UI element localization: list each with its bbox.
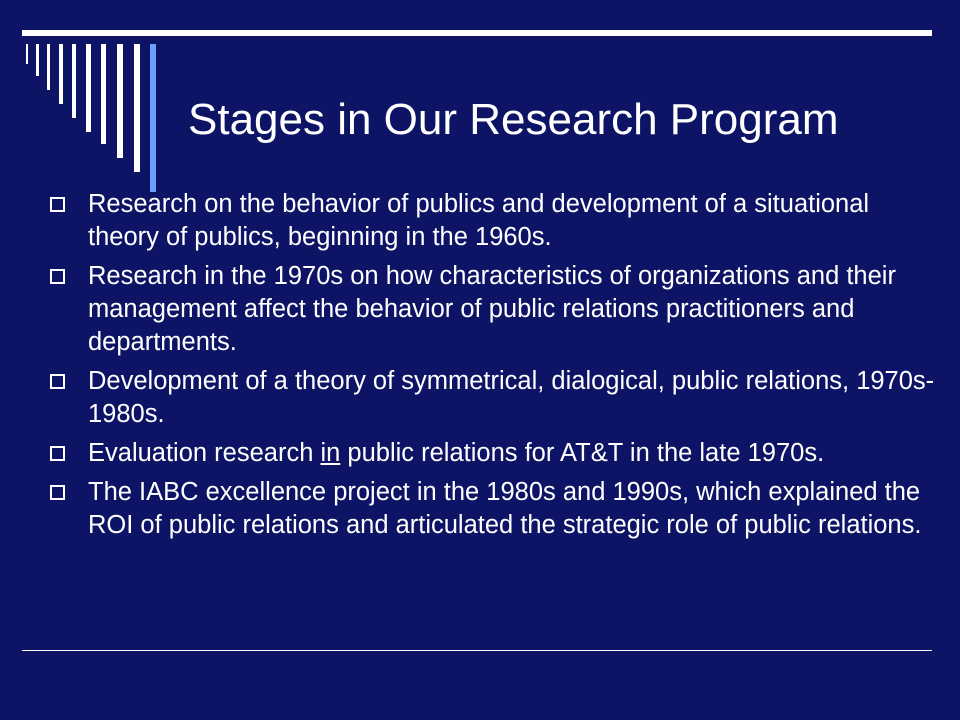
top-rule [22, 30, 932, 36]
stripe [72, 44, 76, 118]
stripe [59, 44, 63, 104]
bullet-item [48, 476, 938, 542]
stripe [101, 44, 106, 144]
bullet-list [48, 188, 938, 548]
hollow-square-icon [50, 485, 65, 500]
hollow-square-icon [50, 374, 65, 389]
bullet-text-after: public relations for AT&T in the late 1970s. [340, 439, 825, 467]
bullet-text: Development of a theory of symmetrical, dialogical, public relations, 1970s-1980s. [88, 367, 935, 428]
stripe [134, 44, 140, 172]
stripe [36, 44, 39, 76]
underlined-word: in [320, 439, 341, 467]
bullet-item [48, 260, 938, 359]
stripe [86, 44, 91, 132]
hollow-square-icon [50, 446, 65, 461]
bottom-rule [22, 650, 932, 651]
stripe-accent [150, 44, 156, 192]
stripe [26, 44, 28, 64]
bullet-item [48, 437, 938, 470]
bullet-text: The IABC excellence project in the 1980s and 1990s, which explained the ROI of public relations and articulated the strategic role of public relations. [88, 478, 922, 539]
stripe [117, 44, 123, 158]
slide-title: Stages in Our Research Program [188, 95, 839, 144]
bullet-text: Research in the 1970s on how characteristics of organizations and their management affect the behavior of public relations practitioners and departments. [88, 262, 896, 356]
bullet-item [48, 188, 938, 254]
stripe [47, 44, 50, 90]
bullet-text: Research on the behavior of publics and development of a situational theory of publics, beginning in the 1960s. [88, 190, 870, 251]
bullet-text-before: Evaluation research [88, 439, 321, 467]
bullet-item [48, 365, 938, 431]
hollow-square-icon [50, 269, 65, 284]
hollow-square-icon [50, 197, 65, 212]
